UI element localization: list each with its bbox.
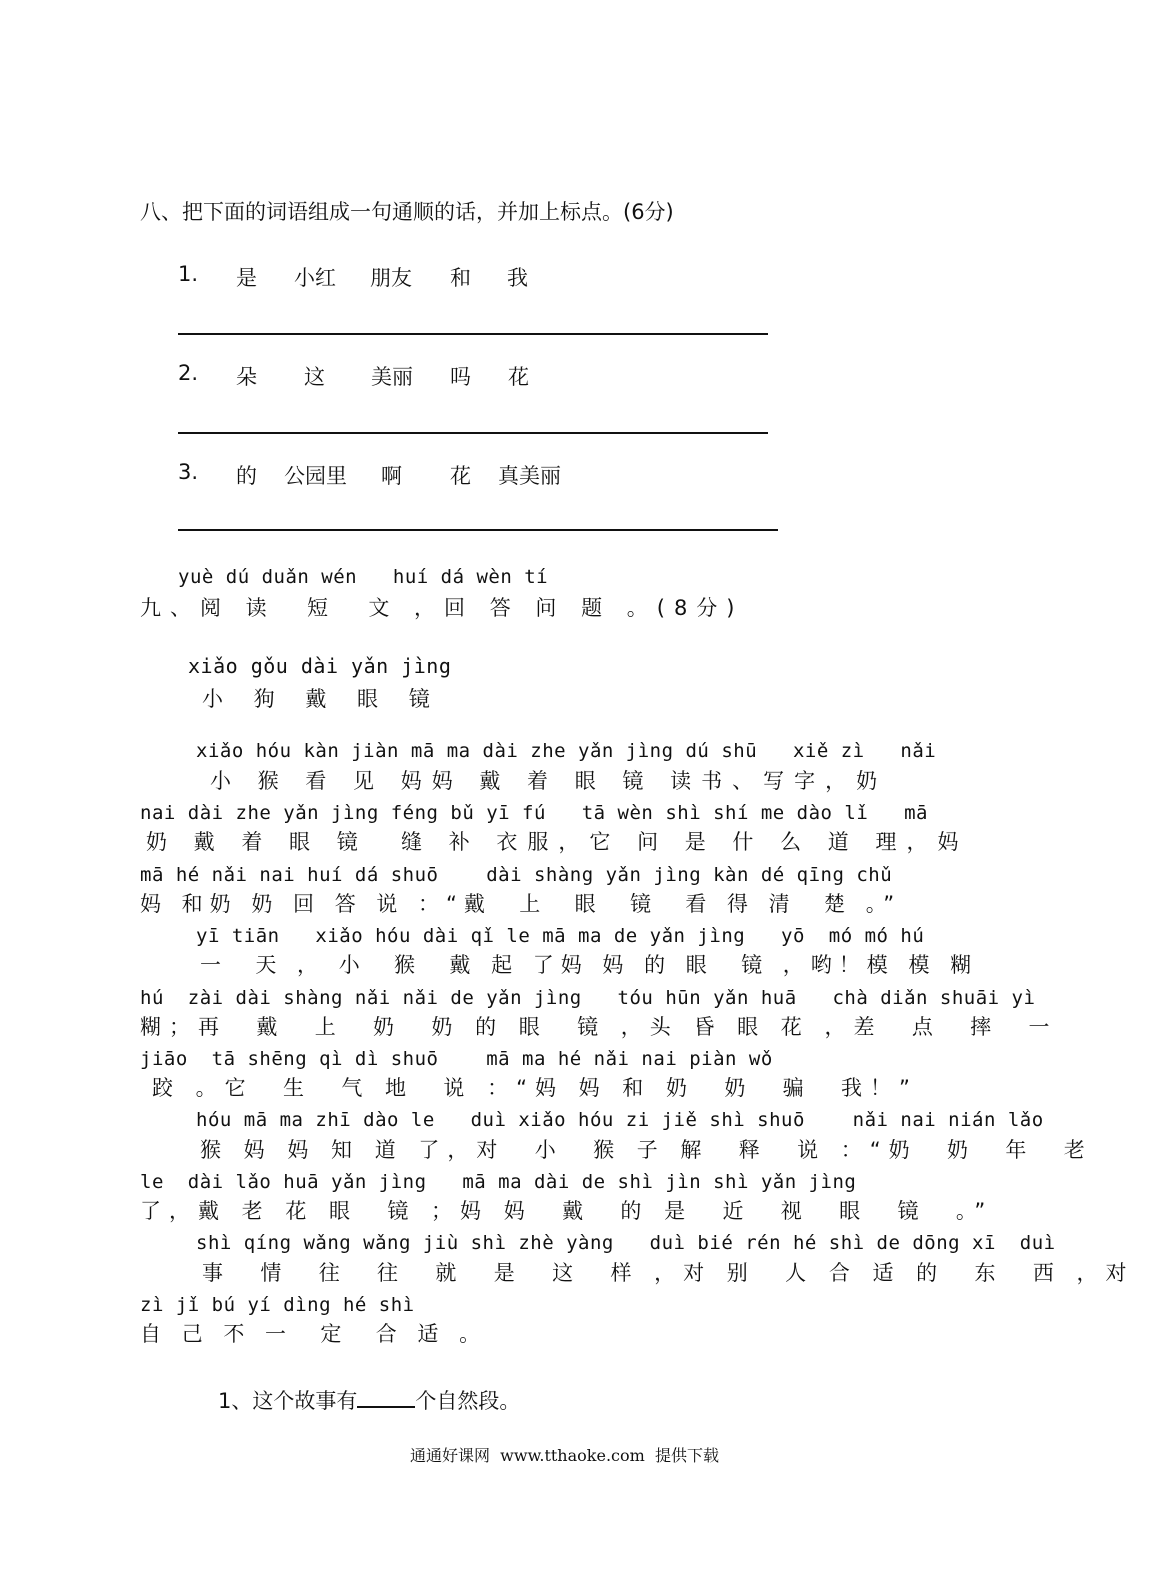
word: 真美丽 <box>498 464 561 488</box>
word: 的 <box>236 464 257 488</box>
story-title-pinyin: xiǎo gǒu dài yǎn jìng <box>188 654 452 678</box>
word: 这 <box>304 365 325 389</box>
answer-blank[interactable] <box>357 1388 415 1408</box>
item-number: 2. <box>178 361 199 385</box>
word: 公园里 <box>284 464 347 488</box>
text-line: 小 猴 看 见 妈妈 戴 着 眼 镜 读书、写字，奶 <box>210 769 888 793</box>
word: 花 <box>450 464 471 488</box>
text-line: 猴 妈 妈 知 道 了，对 小 猴 子 解 释 说 ：“奶 奶 年 老 <box>200 1138 1093 1162</box>
word: 花 <box>508 365 529 389</box>
footer-credit: 通通好课网 www.tthaoke.com 提供下载 <box>410 1446 719 1465</box>
text-line: 妈 和奶 奶 回 答 说 ：“戴 上 眼 镜 看 得 清 楚 。” <box>140 892 902 916</box>
text-line: 跤 。它 生 气 地 说 ：“妈 妈 和 奶 奶 骗 我！” <box>152 1076 918 1100</box>
answer-line[interactable] <box>178 432 768 434</box>
word: 啊 <box>381 464 402 488</box>
text-line: 了，戴 老 花 眼 镜 ；妈 妈 戴 的 是 近 视 眼 镜 。” <box>140 1199 994 1223</box>
word: 小红 <box>294 266 336 290</box>
pinyin-line: zì jǐ bú yí dìng hé shì <box>140 1294 415 1316</box>
text-line: 一 天 ， 小 猴 戴 起 了妈 妈 的 眼 镜 ，哟！模 模 糊 <box>200 953 979 977</box>
answer-line[interactable] <box>178 529 778 531</box>
pinyin-line: mā hé nǎi nai huí dá shuō dài shàng yǎn jìng kàn dé qīng chǔ <box>140 864 893 886</box>
text-line: 事 情 往 往 就 是 这 样 ，对 别 人 合 适 的 东 西 ，对 <box>202 1261 1135 1285</box>
section-9-pinyin: yuè dú duǎn wén huí dá wèn tí <box>178 566 549 588</box>
word: 美丽 <box>371 365 413 389</box>
word: 是 <box>236 266 257 290</box>
word: 朵 <box>236 365 257 389</box>
answer-line[interactable] <box>178 333 768 335</box>
section-8-heading: 八、把下面的词语组成一句通顺的话，并加上标点。(6分) <box>140 200 674 224</box>
pinyin-line: shì qíng wǎng wǎng jiù shì zhè yàng duì bié rén hé shì de dōng xī duì <box>196 1232 1056 1254</box>
pinyin-line: yī tiān xiǎo hóu dài qǐ le mā ma de yǎn jìng yō mó mó hú <box>196 925 925 947</box>
pinyin-line: jiāo tā shēng qì dì shuō mā ma hé nǎi nai piàn wǒ <box>140 1048 773 1070</box>
word: 和 <box>450 266 471 290</box>
word: 吗 <box>450 365 471 389</box>
question-1-prefix: 1、这个故事有 <box>218 1389 358 1413</box>
text-line: 奶 戴 着 眼 镜 缝 补 衣服，它 问 是 什 么 道 理，妈 <box>146 830 969 854</box>
pinyin-line: hóu mā ma zhī dào le duì xiǎo hóu zi jiě shì shuō nǎi nai nián lǎo <box>196 1109 1044 1131</box>
item-number: 3. <box>178 460 199 484</box>
question-1-suffix: 个自然段。 <box>415 1389 521 1413</box>
item-number: 1. <box>178 262 199 286</box>
pinyin-line: nai dài zhe yǎn jìng féng bǔ yī fú tā wèn shì shí me dào lǐ mā <box>140 802 928 824</box>
word: 朋友 <box>370 266 412 290</box>
text-line: 糊；再 戴 上 奶 奶 的 眼 镜 ，头 昏 眼 花 ，差 点 摔 一 <box>140 1015 1058 1039</box>
text-line: 自 己 不 一 定 合 适 。 <box>140 1322 488 1346</box>
pinyin-line: le dài lǎo huā yǎn jìng mā ma dài de shì jìn shì yǎn jìng <box>140 1171 857 1193</box>
story-title: 小 狗 戴 眼 镜 <box>202 687 442 711</box>
section-9-heading: 九、阅 读 短 文 ，回 答 问 题 。(8分) <box>140 596 744 620</box>
question-1 <box>218 1385 520 1415</box>
pinyin-line: hú zài dài shàng nǎi nǎi de yǎn jìng tóu hūn yǎn huā chà diǎn shuāi yì <box>140 987 1036 1009</box>
pinyin-line: xiǎo hóu kàn jiàn mā ma dài zhe yǎn jìng dú shū xiě zì nǎi <box>196 740 937 762</box>
word: 我 <box>507 266 528 290</box>
